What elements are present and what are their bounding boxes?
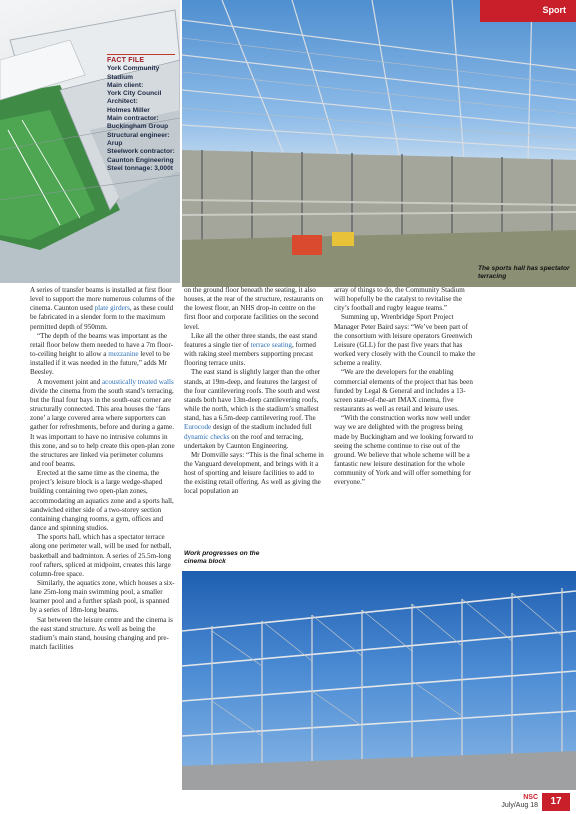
fact-file-line: York Community <box>107 65 160 73</box>
article-text: Erected at the same time as the cinema, the project’s leisure block is a large wedge-shaped building containing two open-plan zones, accommodating an aquatics zone and a sports hall, sandwiched either side of a two-storey section containing changing rooms, a gym, offices and dance and spinning studios. <box>30 469 174 533</box>
top-photo-caption: The sports hall has spectator terracing <box>478 265 570 280</box>
article-text: array of things to do, the Community Stadium will hopefully be the catalyst to revitalise the city’s football and rugby league teams.” <box>334 286 465 313</box>
article-text: The east stand is slightly larger than the other stands, at 19m-deep, and features the largest of the four cantilevering roofs. The south and west stands both have 13m-deep cantilevering roofs, while the north, which is the stadium’s smallest stand, has a 6.5m-deep cantilevering roof. The <box>184 368 321 423</box>
article-text: , as these could be fabricated in a slender form to the maximum permitted depth of 950mm. <box>30 304 174 331</box>
article-column-2 <box>184 286 324 497</box>
fact-file-line: Caunton Engineering <box>107 156 174 164</box>
article-text: Similarly, the aquatics zone, which houses a six-lane 25m-long main swimming pool, a smaller learner pool and a further splash pool, is spanned by a series of 18m-long beams. <box>30 579 175 615</box>
article-paragraph <box>30 579 175 616</box>
article-paragraph <box>30 469 175 533</box>
article-text: A movement joint and <box>37 377 103 386</box>
glossary-term-link[interactable]: dynamic checks <box>184 432 230 441</box>
glossary-term-link[interactable]: terrace seating <box>250 340 292 349</box>
article-text: Like all the other three stands, the east stand features a single tier of <box>184 331 317 349</box>
article-paragraph <box>30 616 175 653</box>
fact-file-line: Steel tonnage: 3,000t <box>107 164 173 172</box>
page-footer <box>476 792 576 814</box>
article-text: level to be installed if it was needed in the future,” adds Mr Beesley. <box>30 350 170 377</box>
article-text: A series of transfer beams is installed at first floor level to support the more numerous columns of the cinema. Caunton used <box>30 286 175 313</box>
fact-file-line: York City Council <box>107 90 162 98</box>
article-paragraph <box>184 286 324 332</box>
bottom-photo-caption: Work progresses on the cinema block <box>184 550 260 565</box>
article-paragraph <box>334 313 476 368</box>
fact-file-line: Main contractor: <box>107 115 159 123</box>
article-column-1 <box>30 286 175 652</box>
article-paragraph <box>184 332 324 369</box>
fact-file-line: Main client: <box>107 81 144 89</box>
article-paragraph <box>30 286 175 332</box>
cinema-block-photo <box>182 571 576 790</box>
fact-file-line: Structural engineer: <box>107 131 170 139</box>
fact-file-box <box>107 54 175 173</box>
article-paragraph <box>30 533 175 579</box>
fact-file-line: Buckingham Group <box>107 123 169 131</box>
issue-date: July/Aug 18 <box>501 802 538 809</box>
article-text: Sat between the leisure centre and the cinema is the east stand structure. As well as being the stadium’s main stand, housing changing and pre-match facilities <box>30 615 173 652</box>
article-text: , formed with raking steel members supporting precast flooring terrace units. <box>184 340 316 368</box>
section-label: Sport <box>542 5 566 15</box>
article-text: design of the stadium included full <box>211 423 312 432</box>
section-tab <box>480 0 576 22</box>
article-text: “We are the developers for the enabling commercial elements of the project that has been funded by Legal & General and includes a 13-screen state-of-the-art IMAX cinema, five restaurants as well as retail and leisure uses. <box>334 368 473 414</box>
page-number-box <box>542 793 570 811</box>
sports-hall-photo <box>182 0 576 287</box>
article-text: “With the construction works now well under way we are delighted with the progress being made by Buckingham and we looking forward to seeing the scheme continue to rise out of the ground. We believe that whole scheme will be a fantastic new leisure destination for the whole community of York and will offer something for everyone.” <box>334 414 474 487</box>
fact-file-line: Steelwork contractor: <box>107 148 175 156</box>
magazine-logo: NSC <box>523 794 538 801</box>
article-column-3 <box>334 286 476 487</box>
page-number: 17 <box>550 796 562 807</box>
fact-file-line: Arup <box>107 139 123 147</box>
article-paragraph <box>334 368 476 414</box>
article-paragraph <box>334 414 476 487</box>
article-text: Summing up, Wrenbridge Sport Project Manager Peter Baird says: “We’ve been part of the consortium with leisure operators Greenwich Leisure (GLL) for the past five years that has worked very closely with the Council to make the scheme a reality. <box>334 313 476 368</box>
glossary-term-link[interactable]: acoustically treated walls <box>102 377 174 386</box>
fact-file-title: FACT FILE <box>107 57 145 64</box>
article-paragraph <box>184 451 324 497</box>
article-text: divide the cinema from the south stand’s terracing, but the final four bays in the south-east corner are structurally connected. This area houses the ‘fans zone’ a large covered area where supporters can gather for refreshments, before and during a game. It was important to have no intrusive columns in this zone, and so to help create this open-plan zone the structures are linked via perimeter columns and roof beams. <box>30 386 175 468</box>
glossary-term-link[interactable]: plate girders <box>94 304 130 313</box>
article-text: “The depth of the beams was important as the retail floor below them needed to have a 7m floor-to-ceiling height to allow a <box>30 331 174 359</box>
article-text: on the ground floor beneath the seating, it also houses, at the rear of the structure, restaurants on the lowest floor, an NHS drop-in centre on the first floor and corporate facilities on the second level. <box>184 286 324 331</box>
article-paragraph <box>334 286 476 313</box>
article-text: Mr Domville says: “This is the final scheme in the Vanguard development, and brings with it a host of sporting and leisure facilities to add to the existing retail offering. As well as giving the local population an <box>184 450 324 496</box>
glossary-term-link[interactable]: mezzanine <box>108 350 139 359</box>
article-paragraph <box>30 332 175 378</box>
fact-file-line: Architect: <box>107 98 138 106</box>
glossary-term-link[interactable]: Eurocode <box>184 423 212 432</box>
article-text: on the roof and terracing, undertaken by Caunton Engineering. <box>184 432 304 450</box>
article-text: The sports hall, which has a spectator terrace along one perimeter wall, will be used for netball, basketball and badminton. A series of 25.5m-long roof rafters, spliced at midpoint, creates this large column-free space. <box>30 533 172 578</box>
fact-file-line: Stadium <box>107 73 134 81</box>
article-paragraph <box>30 378 175 470</box>
article-paragraph <box>184 368 324 450</box>
fact-file-line: Holmes Miller <box>107 106 150 114</box>
fact-file-rule <box>107 54 175 55</box>
